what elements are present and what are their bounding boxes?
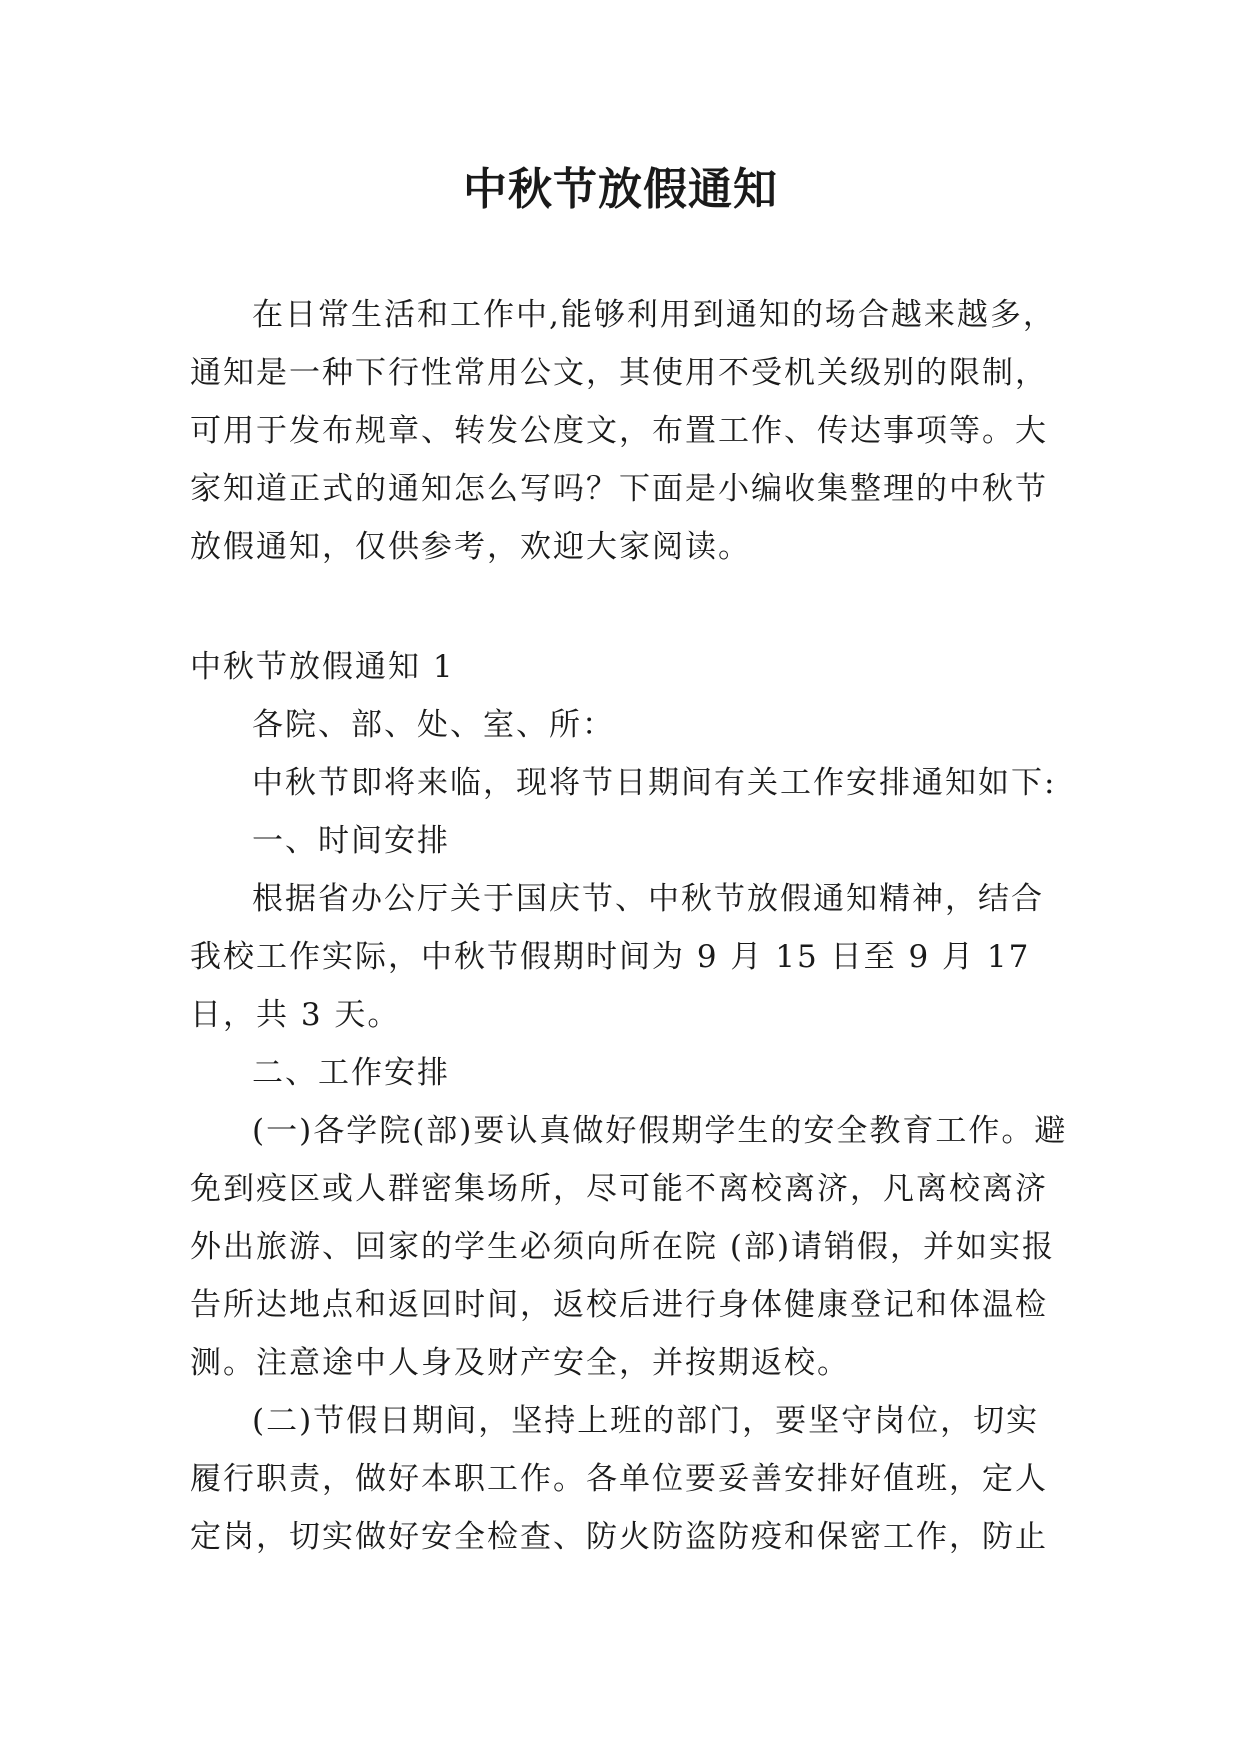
subheading-schedule: 一、时间安排 (252, 823, 450, 859)
document-title: 中秋节放假通知 (463, 164, 778, 215)
addressee-line: 各院、部、处、室、所： (252, 707, 615, 743)
intro-paragraph: 在日常生活和工作中,能够利用到通知的场合越来越多，通知是一种下行性常用公文，其使用不受机关级别的限制，可用于发布规章、转发公度文，布置工作、传达事项等。大家知道正式的通知怎么写吗？下面是小编收集整理的中秋节放假通知，仅供参考，欢迎大家阅读。 (190, 297, 1056, 565)
subheading-work: 二、工作安排 (252, 1055, 450, 1091)
intro-block (190, 286, 1070, 576)
schedule-paragraph: 根据省办公厅关于国庆节、中秋节放假通知精神，结合我校工作实际，中秋节假期时间为 9 月 15 日至 9 月 17 日，共 3 天。 (190, 881, 1044, 1033)
notice-section (190, 638, 1070, 1566)
work-item-1: (一)各学院(部)要认真做好假期学生的安全教育工作。避免到疫区或人群密集场所，尽可能不离校离济，凡离校离济外出旅游、回家的学生必须向所在院 (部)请销假，并如实报告所达地点和返回时间，返校后进行身体健康登记和体温检测。注意途中人身及财产安全，并按期返校。 (190, 1113, 1068, 1381)
work-item-2: (二)节假日期间，坚持上班的部门，要坚守岗位，切实履行职责，做好本职工作。各单位要妥善安排好值班，定人定岗，切实做好安全检查、防火防盗防疫和保密工作，防止 (190, 1403, 1048, 1555)
notice-opening: 中秋节即将来临，现将节日期间有关工作安排通知如下: (252, 765, 1057, 801)
section-heading: 中秋节放假通知 1 (190, 649, 455, 685)
